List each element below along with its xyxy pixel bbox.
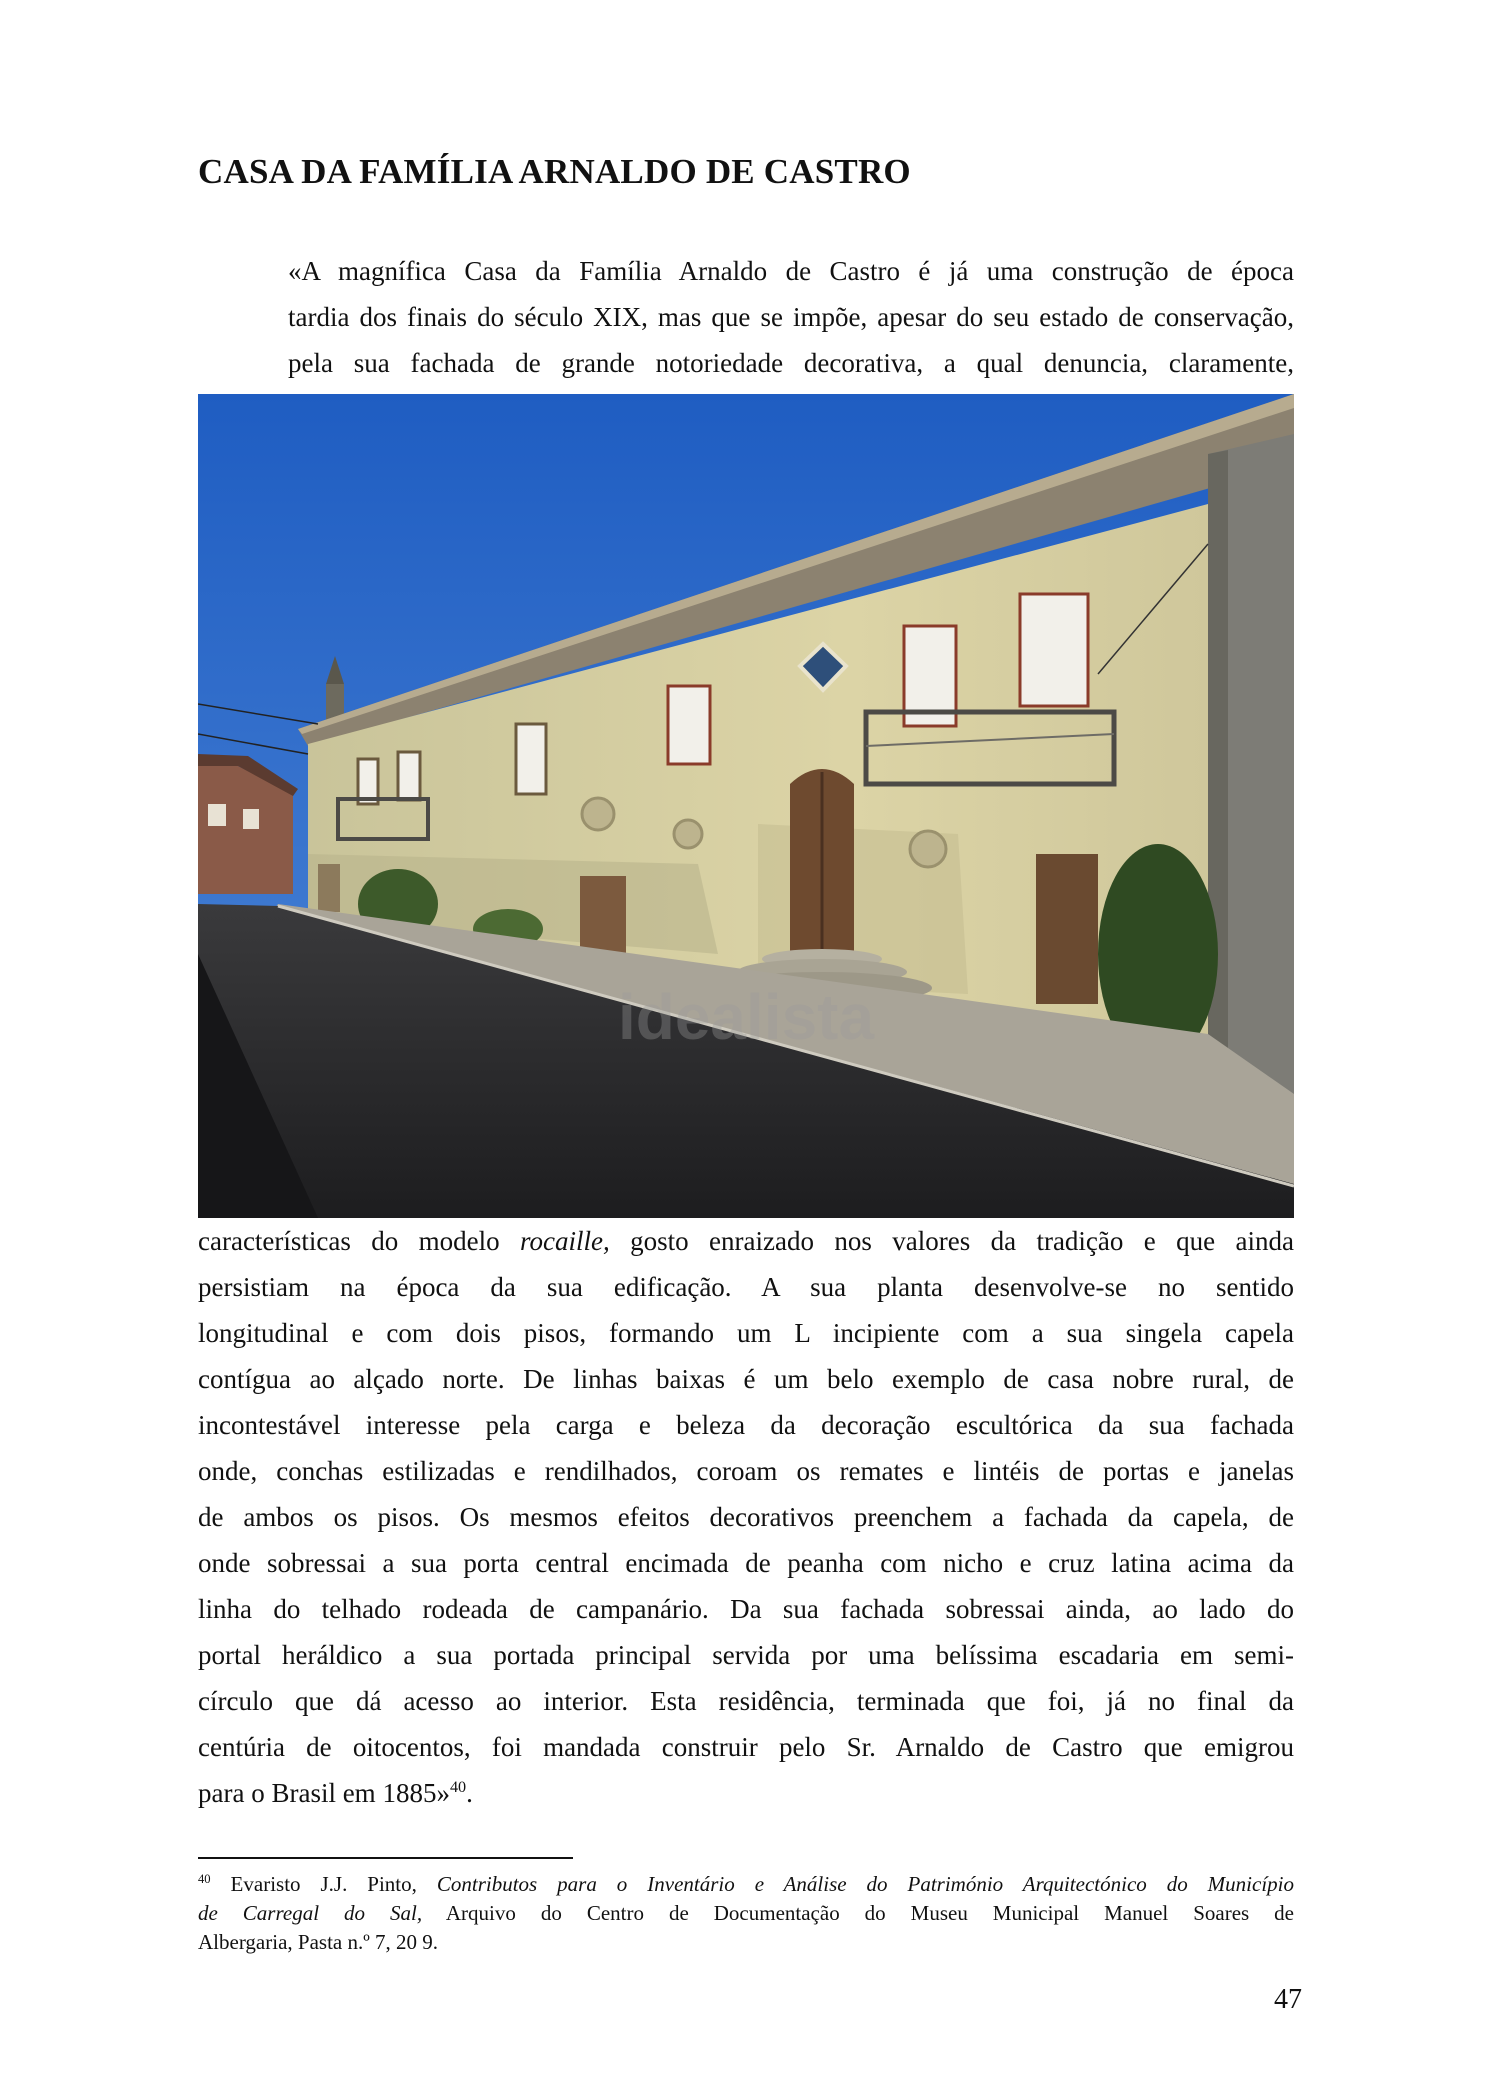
paragraph-line: pela sua fachada de grande notoriedade decorativa, a qual denuncia, claramente, — [288, 348, 1294, 378]
paragraph-line: tardia dos finais do século XIX, mas que se impõe, apesar do seu estado de conservação, — [288, 302, 1294, 332]
paragraph-line: portal heráldico a sua portada principal servida por uma belíssima escadaria em semi- — [198, 1640, 1294, 1670]
paragraph-body — [198, 1218, 1294, 1816]
house-photo — [198, 394, 1294, 1218]
text-run: gosto enraizado nos valores da tradição e que ainda — [609, 1226, 1294, 1256]
footnote-separator — [198, 1857, 573, 1859]
paragraph-intro — [198, 248, 1294, 386]
footnote-author: Evaristo J.J. Pinto, — [210, 1872, 437, 1896]
paragraph-line: «A magnífica Casa da Família Arnaldo de Castro é já uma construção de época — [288, 256, 1294, 286]
text-run: características do modelo — [198, 1226, 521, 1256]
paragraph-line — [198, 1218, 1294, 1264]
paragraph-line: onde sobressai a sua porta central encimada de peanha com nicho e cruz latina acima da — [198, 1548, 1294, 1578]
footnote-work-title: de Carregal do Sal, — [198, 1901, 423, 1925]
footnote-number: 40 — [198, 1872, 211, 1886]
paragraph-line: centúria de oitocentos, foi mandada construir pelo Sr. Arnaldo de Castro que emigrou — [198, 1732, 1294, 1762]
footnote — [198, 1870, 1294, 1957]
paragraph-line: persistiam na época da sua edificação. A sua planta desenvolve-se no sentido — [198, 1272, 1294, 1302]
paragraph-line: onde, conchas estilizadas e rendilhados, coroam os remates e lintéis de portas e janelas — [198, 1456, 1294, 1486]
footnote-line: Albergaria, Pasta n.º 7, 20 9. — [198, 1930, 438, 1954]
paragraph-line: longitudinal e com dois pisos, formando um L incipiente com a sua singela capela — [198, 1318, 1294, 1348]
footnote-reference[interactable]: 40 — [449, 1778, 467, 1796]
italic-term: rocaille, — [520, 1226, 610, 1256]
text-run: Arquivo do Centro de Documentação do Museu Municipal Manuel Soares de — [422, 1901, 1294, 1925]
page-title: CASA DA FAMÍLIA ARNALDO DE CASTRO — [198, 152, 911, 191]
house-photo-illustration — [198, 394, 1294, 1218]
paragraph-line: contígua ao alçado norte. De linhas baixas é um belo exemplo de casa nobre rural, de — [198, 1364, 1294, 1394]
paragraph-line: círculo que dá acesso ao interior. Esta residência, terminada que foi, já no final da — [198, 1686, 1294, 1716]
paragraph-line: de ambos os pisos. Os mesmos efeitos decorativos preenchem a fachada da capela, de — [198, 1502, 1294, 1532]
text-run: para o Brasil em 1885» — [198, 1778, 450, 1808]
paragraph-line: para o Brasil em 1885»$^{40}$. — [198, 1778, 473, 1808]
paragraph-line: incontestável interesse pela carga e beleza da decoração escultórica da sua fachada — [198, 1410, 1294, 1440]
footnote-work-title: Contributos para o Inventário e Análise do Património Arquitectónico do Município — [436, 1872, 1294, 1896]
photo-watermark: idealista — [617, 981, 875, 1053]
paragraph-line: linha do telhado rodeada de campanário. Da sua fachada sobressai ainda, ao lado do — [198, 1594, 1294, 1624]
footnote-line — [198, 1870, 1294, 1899]
footnote-line — [198, 1899, 1294, 1928]
page-number: 47 — [1274, 1984, 1302, 2015]
